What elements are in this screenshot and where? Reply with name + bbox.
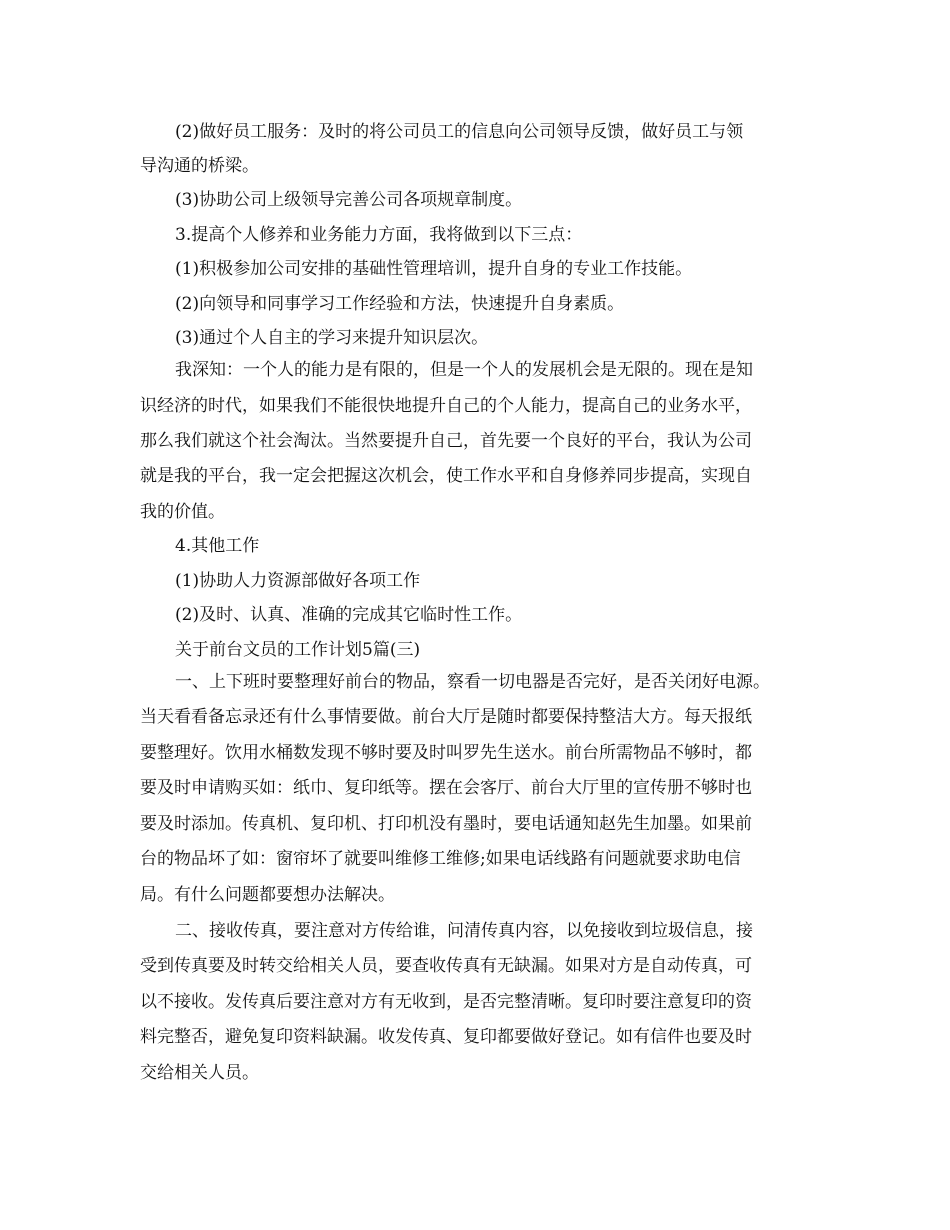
text-line: 料完整否，避免复印资料缺漏。收发传真、复印都要做好登记。如有信件也要及时 — [140, 1027, 752, 1047]
text-line: 二、接收传真，要注意对方传给谁，问清传真内容，以免接收到垃圾信息，接 — [175, 921, 753, 941]
text-line: 受到传真要及时转交给相关人员，要查收传真有无缺漏。如果对方是自动传真，可 — [140, 956, 752, 976]
text-line: 我深知：一个人的能力是有限的，但是一个人的发展机会是无限的。现在是知 — [175, 360, 753, 380]
text-line: 以不接收。发传真后要注意对方有无收到，是否完整清晰。复印时要注意复印的资 — [140, 992, 752, 1012]
text-line: 当天看看备忘录还有什么事情要做。前台大厅是随时都要保持整洁大方。每天报纸 — [140, 707, 752, 727]
text-line: 一、上下班时要整理好前台的物品，察看一切电器是否完好，是否关闭好电源。 — [175, 672, 770, 692]
text-line: 3.提高个人修养和业务能力方面，我将做到以下三点： — [175, 225, 583, 245]
text-line: 4.其他工作 — [175, 536, 260, 556]
text-line: 那么我们就这个社会淘汰。当然要提升自己，首先要一个良好的平台，我认为公司 — [140, 431, 752, 451]
text-line: (2)及时、认真、准确的完成其它临时性工作。 — [175, 605, 523, 625]
text-line: (2)做好员工服务：及时的将公司员工的信息向公司领导反馈，做好员工与领 — [175, 122, 744, 142]
text-line: 台的物品坏了如：窗帘坏了就要叫维修工维修;如果电话线路有问题就要求助电信 — [140, 849, 741, 869]
text-line: (1)积极参加公司安排的基础性管理培训，提升自身的专业工作技能。 — [175, 259, 693, 279]
text-line: 识经济的时代，如果我们不能很快地提升自己的个人能力，提高自己的业务水平， — [140, 396, 752, 416]
text-line: (2)向领导和同事学习工作经验和方法，快速提升自身素质。 — [175, 294, 625, 314]
text-line: 局。有什么问题都要想办法解决。 — [140, 885, 395, 905]
text-line: 就是我的平台，我一定会把握这次机会，使工作水平和自身修养同步提高，实现自 — [140, 466, 752, 486]
text-line: (3)通过个人自主的学习来提升知识层次。 — [175, 328, 489, 348]
text-line: 要及时申请购买如：纸巾、复印纸等。摆在会客厅、前台大厅里的宣传册不够时也 — [140, 778, 752, 798]
text-line: 关于前台文员的工作计划5篇(三) — [175, 640, 421, 660]
text-line: (3)协助公司上级领导完善公司各项规章制度。 — [175, 190, 523, 210]
text-line: 要及时添加。传真机、复印机、打印机没有墨时，要电话通知赵先生加墨。如果前 — [140, 814, 752, 834]
text-line: 导沟通的桥梁。 — [140, 156, 259, 176]
text-line: (1)协助人力资源部做好各项工作 — [175, 571, 421, 591]
text-line: 交给相关人员。 — [140, 1063, 259, 1083]
text-line: 要整理好。饮用水桶数发现不够时要及时叫罗先生送水。前台所需物品不够时，都 — [140, 743, 752, 763]
text-line: 我的价值。 — [140, 502, 225, 522]
